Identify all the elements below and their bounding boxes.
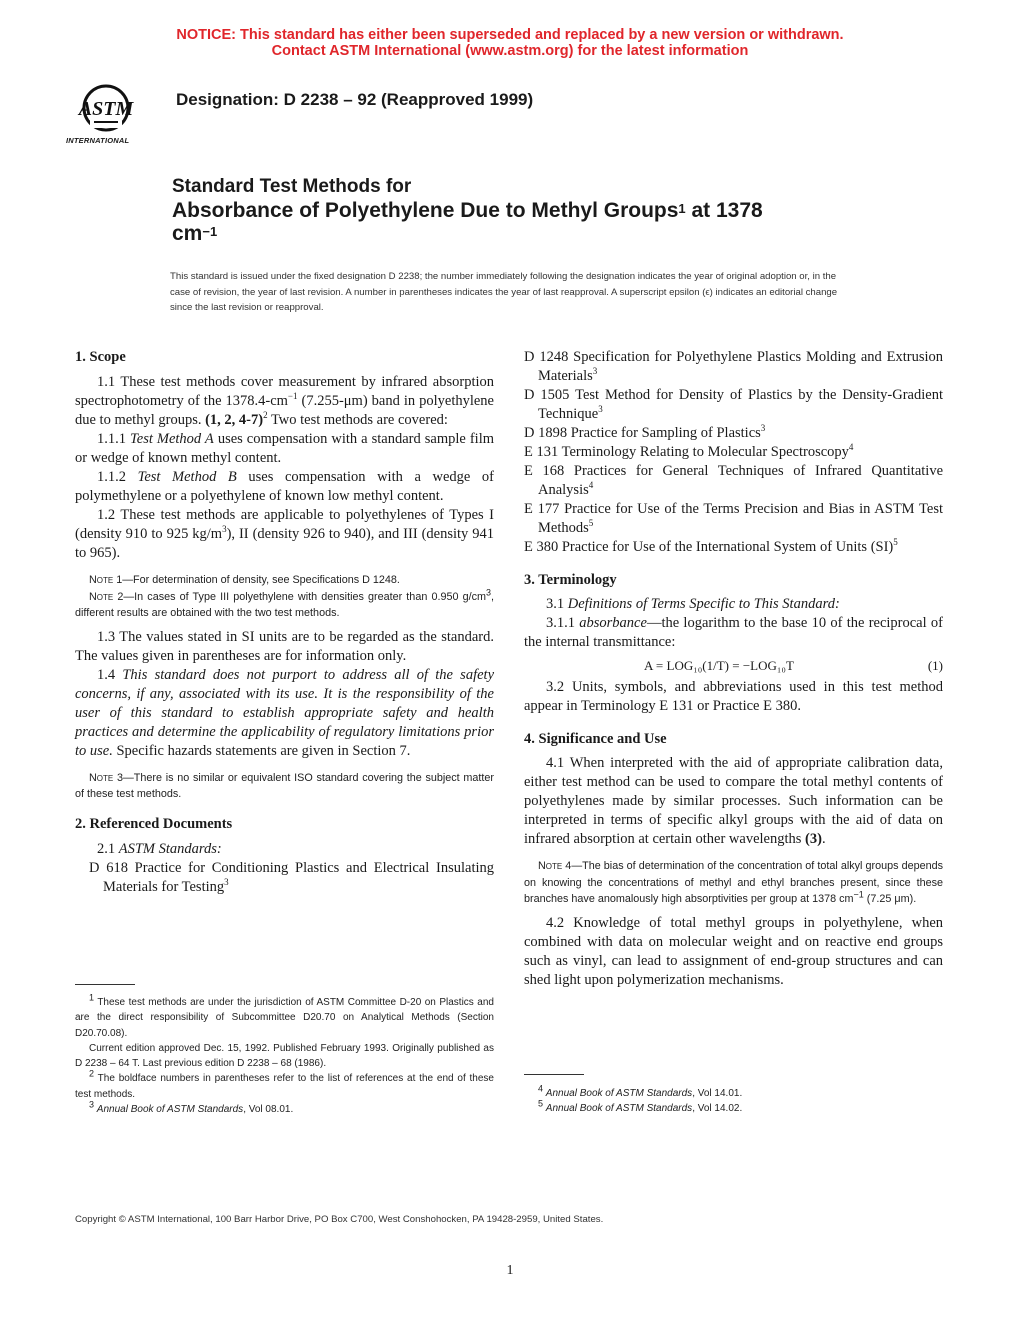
- equation-1: [524, 656, 943, 676]
- para-1-2: 1.2 These test methods are applicable to polyethylenes of Types I (density 910 to 925 $kg/m^3$), II (density 926 to 940), and III (density 941 to 965).: [75, 507, 494, 561]
- footnote-5: $^5$ Annual Book of ASTM Standards, Vol 14.02.: [538, 1098, 743, 1115]
- para-4-2: 4.2 Knowledge of total methyl groups in polyethylene, when combined with data on molecular weight and on reactive end groups such as vinyl, can lead to assignment of end-group structures and can shed light upon polymerization mechanisms.: [524, 914, 943, 988]
- footnote-2: $^2$ The boldface numbers in parentheses refer to the list of references at the end of these test methods.: [75, 1069, 494, 1100]
- ref-d1898: D 1898 Practice for Sampling of Plastics$^3$: [524, 423, 766, 441]
- para-1-1: 1.1 These test methods cover measurement by infrared absorption spectrophotometry of the $1378.4-cm^{-1}$ (7.255-μm) band in polyethylene due to methyl groups. (1, 2, 4-7)$^2$ Two test methods are covered:: [75, 374, 494, 428]
- page-number: 1: [506, 1263, 514, 1278]
- ref-e177: E 177 Practice for Use of the Terms Precision and Bias in ASTM Test Methods$^5$: [524, 501, 943, 536]
- ref-d1248: D 1248 Specification for Polyethylene Plastics Molding and Extrusion Materials$^3$: [524, 349, 943, 384]
- ref-d1505: D 1505 Test Method for Density of Plastics by the Density-Gradient Technique$^3$: [524, 387, 943, 422]
- section-heading-scope: 1. Scope: [75, 349, 126, 365]
- para-3-1: 3.1 Definitions of Terms Specific to This Standard:: [546, 596, 840, 612]
- astm-logo: [64, 78, 160, 148]
- title-line-2: Absorbance of Polyethylene Due to Methyl Groups$^1$ at 1378: [172, 199, 763, 222]
- copyright-line: Copyright © ASTM International, 100 Barr Harbor Drive, PO Box C700, West Conshohocken, PA 19428-2959, United States.: [75, 1214, 604, 1225]
- left-column: [75, 348, 494, 897]
- note-3: Note 3—There is no similar or equivalent ISO standard covering the subject matter of these test methods.: [75, 771, 495, 800]
- equation-text: A = LOG₁₀(1/T) = −LOG₁₀T: [644, 658, 794, 673]
- note-2: Note 2—In cases of Type III polyethylene with densities greater than 0.950 $g/cm^3$, different results are obtained with the two test methods.: [75, 586, 494, 619]
- section-heading-referenced-documents: 2. Referenced Documents: [75, 815, 233, 832]
- footnote-rule-left: [75, 984, 135, 985]
- para-1-1-2: 1.1.2 Test Method B uses compensation with a wedge of polymethylene or a polyethylene of known low methyl content.: [75, 469, 494, 504]
- ref-e380: E 380 Practice for Use of the International System of Units (SI)$^5$: [524, 537, 898, 555]
- footnotes-right: [524, 1083, 943, 1117]
- withdrawn-notice: [0, 27, 1020, 59]
- para-3-2: 3.2 Units, symbols, and abbreviations used in this test method appear in Terminology E 131 or Practice E 380.: [524, 679, 943, 714]
- footnote-3: $^3$ Annual Book of ASTM Standards, Vol 08.01.: [89, 1099, 294, 1116]
- ref-e131: E 131 Terminology Relating to Molecular Spectroscopy$^4$: [524, 442, 854, 460]
- footnotes-left: [75, 992, 494, 1117]
- footnote-1: $^1$ These test methods are under the jurisdiction of ASTM Committee D-20 on Plastics and are the direct responsibility of Subcommittee D20.70 on Analytical Methods (Section D20.70.08).: [75, 992, 494, 1039]
- footnote-4: $^4$ Annual Book of ASTM Standards, Vol 14.01.: [538, 1083, 743, 1099]
- section-heading-terminology: 3. Terminology: [524, 572, 617, 588]
- svg-text:ASTM: ASTM: [78, 98, 134, 120]
- right-column: [524, 348, 943, 990]
- document-title: [172, 176, 872, 245]
- title-line-1: Standard Test Methods for: [172, 176, 412, 197]
- para-3-1-1: 3.1.1 absorbance—the logarithm to the base 10 of the reciprocal of the internal transmittance:: [524, 615, 943, 650]
- note-1: Note 1—For determination of density, see Specifications D 1248.: [89, 574, 400, 586]
- notice-line-1: NOTICE: This standard has either been superseded and replaced by a new version or withdrawn.: [176, 27, 844, 43]
- footnote-rule-right: [524, 1074, 584, 1075]
- equation-number: (1): [927, 658, 943, 673]
- para-4-1: 4.1 When interpreted with the aid of appropriate calibration data, either test method can be used to compare the total methyl contents of polyethylenes made by similar processes. Such information can be interpreted in terms of specific alkyl groups with the aid of data on infrared absorption at certain other wavelengths (3).: [524, 755, 943, 847]
- ref-d618: D 618 Practice for Conditioning Plastics and Electrical Insulating Materials for Testing$^3$: [89, 859, 494, 895]
- designation: Designation: D 2238 – 92 (Reapproved 1999): [176, 90, 534, 109]
- logo-caption: INTERNATIONAL: [66, 136, 130, 145]
- para-2-1: 2.1 ASTM Standards:: [97, 840, 222, 857]
- title-line-3: $cm^{-1}$: [172, 222, 218, 245]
- para-1-3: 1.3 The values stated in SI units are to be regarded as the standard. The values given in parentheses are for information only.: [75, 628, 494, 664]
- para-1-4: 1.4 This standard does not purport to address all of the safety concerns, if any, associated with its use. It is the responsibility of the user of this standard to establish appropriate safety and health practices and determine the applicability of regulatory limitations prior to use. Specific hazards statements are given in Section 7.: [75, 666, 494, 759]
- ref-e168: E 168 Practices for General Techniques of Infrared Quantitative Analysis$^4$: [524, 463, 943, 498]
- note-4: Note 4—The bias of determination of the concentration of total alkyl groups depends on knowing the concentrations of methyl and ethyl branches present, since these branches have anomalously high absorptivities per group at 1378 $cm^{-1}$ (7.25 μm).: [524, 860, 944, 905]
- para-1-1-1: 1.1.1 Test Method A uses compensation with a standard sample film or wedge of known methyl content.: [75, 431, 494, 466]
- footnote-1b: Current edition approved Dec. 15, 1992. Published February 1993. Originally published as D 2238 – 64 T. Last previous edition D 2238 – 68 (1986).: [75, 1042, 494, 1070]
- notice-line-2: Contact ASTM International (www.astm.org) for the latest information: [271, 43, 749, 59]
- issuance-statement: This standard is issued under the fixed designation D 2238; the number immediately following the designation indicates the year of original adoption or, in the case of revision, the year of last revision. A number in parentheses indicates the year of last reapproval. A superscript epsilon (ϵ) indicates an editorial change since the last revision or reapproval.: [170, 271, 838, 313]
- section-heading-significance: 4. Significance and Use: [524, 731, 667, 747]
